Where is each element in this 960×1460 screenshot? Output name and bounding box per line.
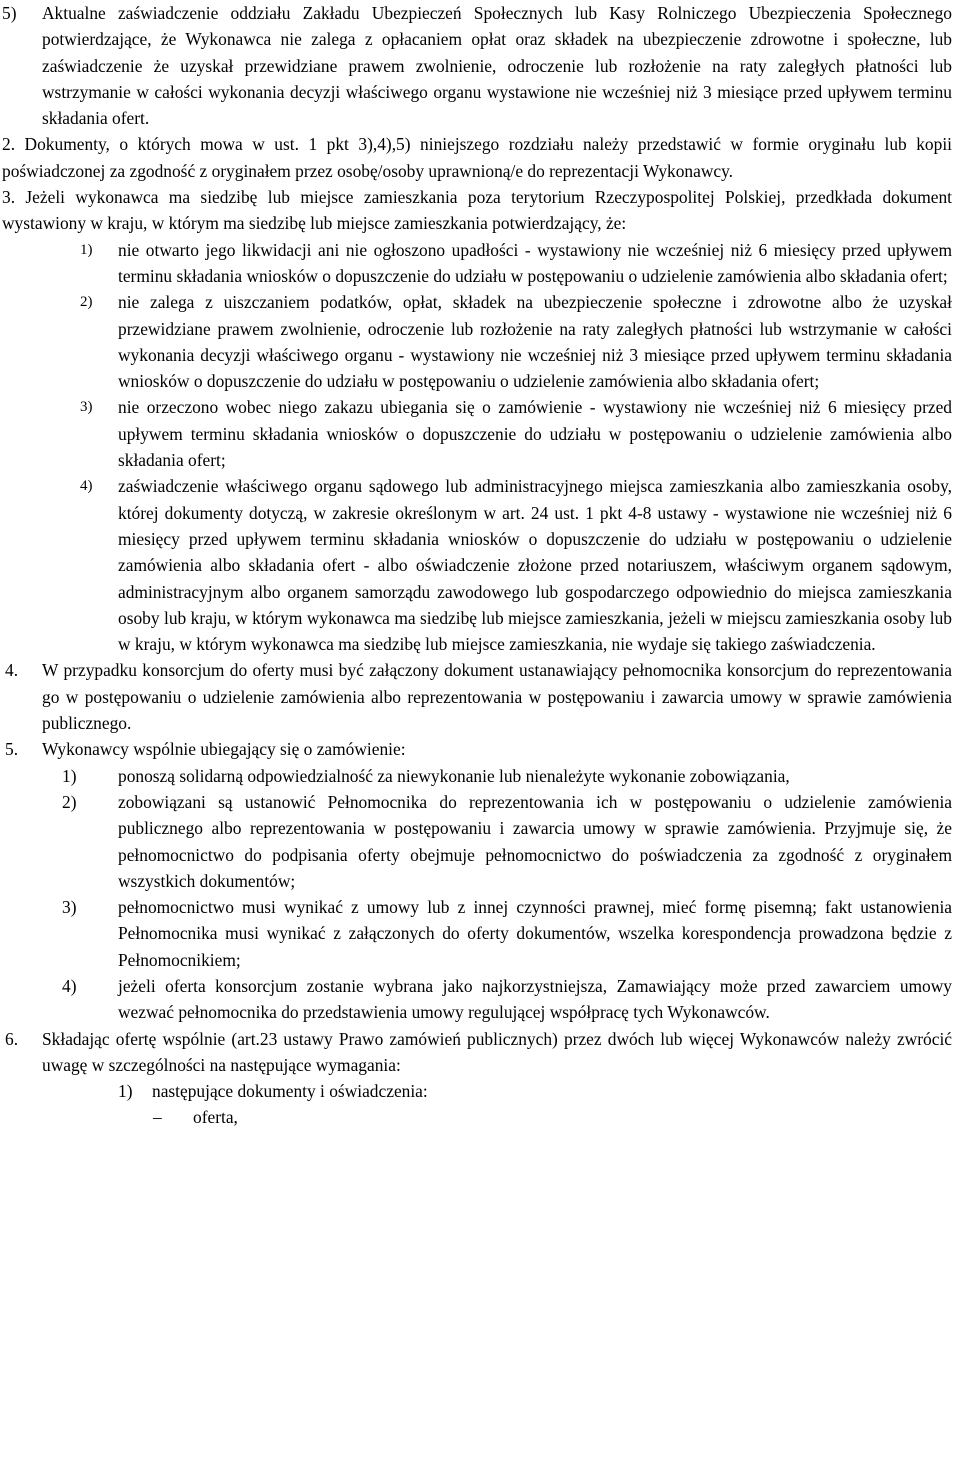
- section-3-item-2: [0, 289, 952, 394]
- item-number: 3): [80, 399, 93, 416]
- section-text: Składając ofertę wspólnie (art.23 ustawy Prawo zamówień publicznych) przez dwóch lub więcej Wykonawców należy zwrócić uwagę w szczególności na następujące wymagania:: [42, 1028, 952, 1075]
- section-2: [0, 131, 952, 184]
- item-number: 4): [62, 975, 77, 996]
- section-5-item-3: [0, 894, 952, 973]
- section-5: [0, 736, 952, 762]
- section-number: 4.: [5, 660, 19, 681]
- item-text: Aktualne zaświadczenie oddziału Zakładu Ubezpieczeń Społecznych lub Kasy Rolniczego Ubezpieczenia Społecznego potwierdzające, że Wykonawca nie zalega z opłacaniem opłat oraz składek na ubezpieczenie zdrowotne i społeczne, lub zaświadczenie że uzyskał przewidziane prawem zwolnienie, odroczenie lub rozłożenie na raty zaległych płatności lub wstrzymanie w całości wykonania decyzji właściwego organu wystawione nie wcześniej niż 3 miesiące przed upływem terminu składania ofert.: [42, 3, 952, 129]
- item-number: 2): [62, 791, 77, 812]
- item-number: 1): [118, 1081, 133, 1102]
- section-number: 6.: [5, 1028, 19, 1049]
- section-number: 5.: [5, 739, 19, 760]
- section-3-item-4: [0, 473, 952, 657]
- section-text: 2. Dokumenty, o których mowa w ust. 1 pkt 3),4),5) niniejszego rozdziału należy przedstawić w formie oryginału lub kopii poświadczonej za zgodność z oryginałem przez osobę/osoby uprawnioną/e do reprezentacji Wykonawcy.: [2, 134, 952, 181]
- item-text: nie orzeczono wobec niego zakazu ubiegania się o zamówienie - wystawiony nie wcześniej niż 6 miesięcy przed upływem terminu składania wniosków o dopuszczenie do udziału w postępowaniu o udzielenie zamówienia albo składania ofert;: [118, 397, 952, 471]
- item-number: 5): [2, 3, 17, 23]
- item-text: nie otwarto jego likwidacji ani nie ogłoszono upadłości - wystawiony nie wcześniej niż 6 miesięcy przed upływem terminu składania wniosków o dopuszczenie do udziału w postępowaniu o udzielenie zamówienia albo składania ofert;: [118, 239, 952, 286]
- item-text: następujące dokumenty i oświadczenia:: [152, 1081, 428, 1102]
- item-text: jeżeli oferta konsorcjum zostanie wybrana jako najkorzystniejsza, Zamawiający może przed zawarciem umowy wezwać pełnomocnika do przedstawienia umowy regulującej współpracę tych Wykonawców.: [118, 975, 952, 1023]
- item-5-carryover: [0, 0, 952, 131]
- section-6: [0, 1026, 952, 1079]
- item-text: oferta,: [193, 1107, 238, 1128]
- section-5-item-1: [0, 763, 952, 789]
- section-5-item-4: [0, 973, 952, 1026]
- item-number: 1): [80, 241, 93, 258]
- item-text: pełnomocnictwo musi wynikać z umowy lub z innej czynności prawnej, mieć formę pisemną; fakt ustanowienia Pełnomocnika musi wynikać z załączonych do oferty dokumentów, wszelka korespondencja prowadzona będzie z Pełnomocnikiem;: [118, 897, 952, 970]
- section-6-item-1: [0, 1078, 952, 1104]
- section-text: 3. Jeżeli wykonawca ma siedzibę lub miejsce zamieszkania poza terytorium Rzeczypospolitej Polskiej, przedkłada dokument wystawiony w kraju, w którym ma siedzibę lub miejsce zamieszkania potwierdzający, że:: [2, 187, 952, 234]
- item-number: 2): [80, 294, 93, 311]
- item-text: zobowiązani są ustanowić Pełnomocnika do reprezentowania ich w postępowaniu o udzielenie zamówienia publicznego albo reprezentowania w postępowaniu i zawarcia umowy w sprawie zamówienia. Przyjmuje się, że pełnomocnictwo do podpisania oferty obejmuje pełnomocnictwo do poświadczenia za zgodność z oryginałem wszystkich dokumentów;: [118, 791, 952, 891]
- item-number: 3): [62, 897, 77, 918]
- section-text: W przypadku konsorcjum do oferty musi być załączony dokument ustanawiający pełnomocnika konsorcjum do reprezentowania go w postępowaniu o udzielenie zamówienia albo reprezentowania w postępowaniu i zawarcia umowy w sprawie zamówienia publicznego.: [42, 660, 952, 734]
- section-4: [0, 657, 952, 736]
- item-text: ponoszą solidarną odpowiedzialność za niewykonanie lub nienależyte wykonanie zobowiązania,: [118, 765, 790, 786]
- item-number: 4): [80, 478, 93, 495]
- item-number: 1): [62, 765, 77, 786]
- section-6-dash-item: [0, 1104, 952, 1130]
- item-text: zaświadczenie właściwego organu sądowego lub administracyjnego miejsca zamieszkania albo zamieszkania osoby, której dokumenty dotyczą, w zakresie określonym w art. 24 ust. 1 pkt 4-8 ustawy - wystawione nie wcześniej niż 6 miesięcy przed upływem terminu składania wniosków o dopuszczenie do udziału w postępowaniu o udzielenie zamówienia albo składania ofert - albo oświadczenie złożone przed notariuszem, właściwym organem sądowym, administracyjnym albo organem samorządu zawodowego lub gospodarczego odpowiednio do miejsca zamieszkania osoby lub kraju, w którym wykonawca ma siedzibę lub miejsce zamieszkania, jeżeli w miejscu zamieszkania osoby lub w kraju, w którym wykonawca ma siedzibę lub miejsce zamieszkania, nie wydaje się takiego zaświadczenia.: [118, 476, 952, 655]
- item-text: nie zalega z uiszczaniem podatków, opłat, składek na ubezpieczenie społeczne i zdrowotne albo że uzyskał przewidziane prawem zwolnienie, odroczenie lub rozłożenie na raty zaległych płatności lub wstrzymanie w całości wykonania decyzji właściwego organu - wystawiony nie wcześniej niż 3 miesiące przed upływem terminu składania wniosków o dopuszczenie do udziału w postępowaniu o udzielenie zamówienia albo składania ofert;: [118, 292, 952, 392]
- section-5-item-2: [0, 789, 952, 894]
- section-3-item-1: [0, 237, 952, 290]
- dash-bullet: –: [153, 1107, 162, 1128]
- section-3: [0, 184, 952, 237]
- section-text: Wykonawcy wspólnie ubiegający się o zamówienie:: [42, 739, 406, 760]
- section-3-item-3: [0, 394, 952, 473]
